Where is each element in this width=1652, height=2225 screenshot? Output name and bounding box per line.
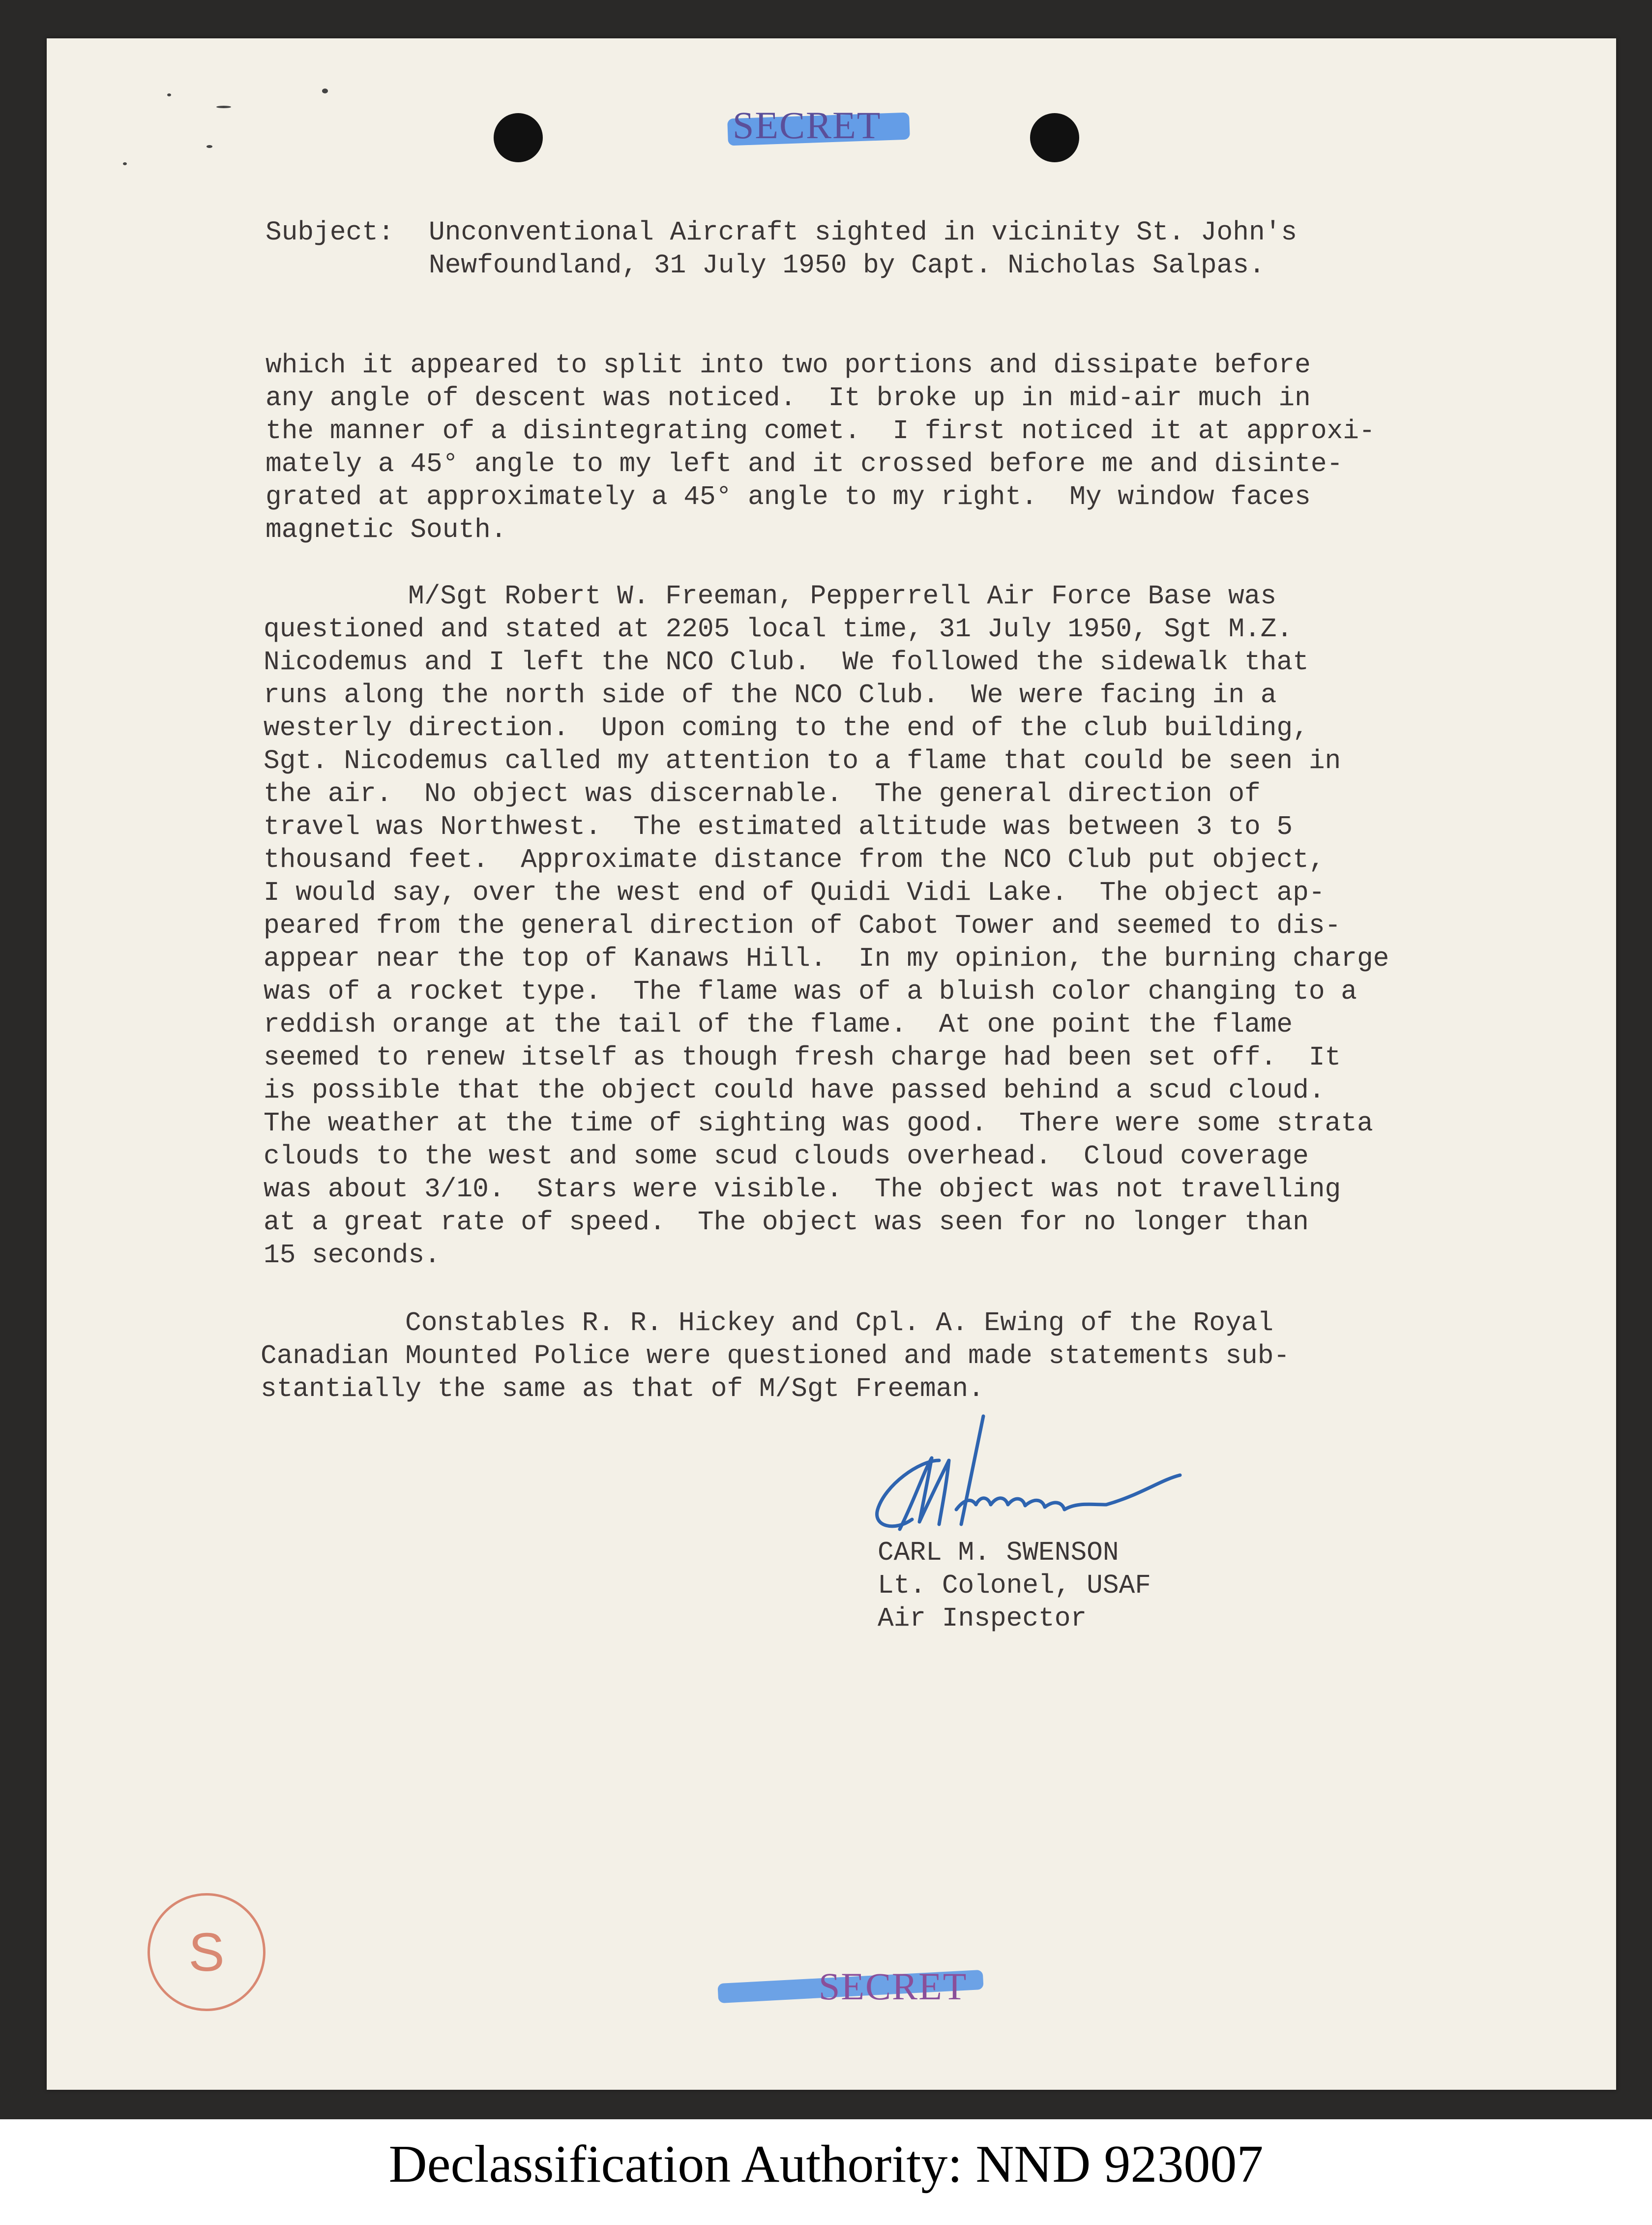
text-line: Sgt. Nicodemus called my attention to a flame that could be seen in [264,746,1341,776]
text-line: is possible that the object could have passed behind a scud cloud. [264,1076,1325,1106]
declassification-caption: Declassification Authority: NND 923007 [388,2135,1264,2194]
classification-stamp-top: SECRET [733,104,882,147]
stray-mark [167,93,171,96]
body-paragraph-1 [266,349,1375,547]
text-line: was about 3/10. Stars were visible. The object was not travelling [264,1175,1341,1205]
text-line: mately a 45° angle to my left and it crossed before me and disinte- [266,449,1343,479]
text-line: any angle of descent was noticed. It broke up in mid-air much in [266,384,1311,414]
body-paragraph-3 [261,1307,1290,1406]
text-line: questioned and stated at 2205 local time, 31 July 1950, Sgt M.Z. [264,615,1293,645]
punch-hole-left [494,113,543,162]
stray-mark [322,89,328,93]
text-line: grated at approximately a 45° angle to my right. My window faces [266,482,1311,512]
body-paragraph-2 [264,580,1389,1272]
text-line: I would say, over the west end of Quidi Vidi Lake. The object ap- [264,878,1325,908]
subject-text [429,216,1297,282]
punch-hole-right [1030,113,1079,162]
text-line: magnetic South. [266,515,507,545]
signer-title: Air Inspector [878,1604,1087,1634]
signer-rank: Lt. Colonel, USAF [878,1571,1151,1601]
text-line: runs along the north side of the NCO Club. We were facing in a [264,681,1277,711]
text-line: peared from the general direction of Cabot Tower and seemed to dis- [264,911,1341,941]
text-line: 15 seconds. [264,1241,441,1271]
text-line: M/Sgt Robert W. Freeman, Pepperrell Air Force Base was [408,582,1277,612]
stray-mark [123,162,127,165]
text-line: stantially the same as that of M/Sgt Freeman. [261,1374,984,1404]
text-line: which it appeared to split into two portions and dissipate before [266,351,1311,381]
text-line: clouds to the west and some scud clouds overhead. Cloud coverage [264,1142,1309,1172]
text-line: Constables R. R. Hickey and Cpl. A. Ewing of the Royal [405,1308,1274,1338]
text-line: appear near the top of Kanaws Hill. In my opinion, the burning charge [264,944,1389,974]
text-line: The weather at the time of sighting was good. There were some strata [264,1109,1373,1139]
subject-line: Unconventional Aircraft sighted in vicinity St. John's [429,218,1298,248]
signature [865,1411,1239,1539]
signature-block [878,1537,1151,1635]
stray-mark [216,106,231,108]
stray-mark [206,145,212,148]
text-line: the air. No object was discernable. The general direction of [264,779,1261,809]
text-line: thousand feet. Approximate distance from the NCO Club put object, [264,845,1325,875]
text-line: Canadian Mounted Police were questioned and made statements sub- [261,1341,1290,1371]
signer-name: CARL M. SWENSON [878,1538,1119,1568]
text-line: seemed to renew itself as though fresh charge had been set off. It [264,1043,1341,1073]
text-line: at a great rate of speed. The object was seen for no longer than [264,1208,1309,1238]
circle-s-stamp: S [148,1893,266,2011]
subject-label: Subject: [266,218,394,248]
text-line: Nicodemus and I left the NCO Club. We followed the sidewalk that [264,648,1309,678]
text-line: reddish orange at the tail of the flame. At one point the flame [264,1010,1293,1040]
text-line: westerly direction. Upon coming to the end of the club building, [264,713,1309,743]
subject-line: Newfoundland, 31 July 1950 by Capt. Nicholas Salpas. [429,251,1265,281]
text-line: was of a rocket type. The flame was of a bluish color changing to a [264,977,1357,1007]
text-line: travel was Northwest. The estimated altitude was between 3 to 5 [264,812,1293,842]
text-line: the manner of a disintegrating comet. I first noticed it at approxi- [266,416,1375,446]
classification-stamp-bottom: SECRET [819,1965,968,2008]
